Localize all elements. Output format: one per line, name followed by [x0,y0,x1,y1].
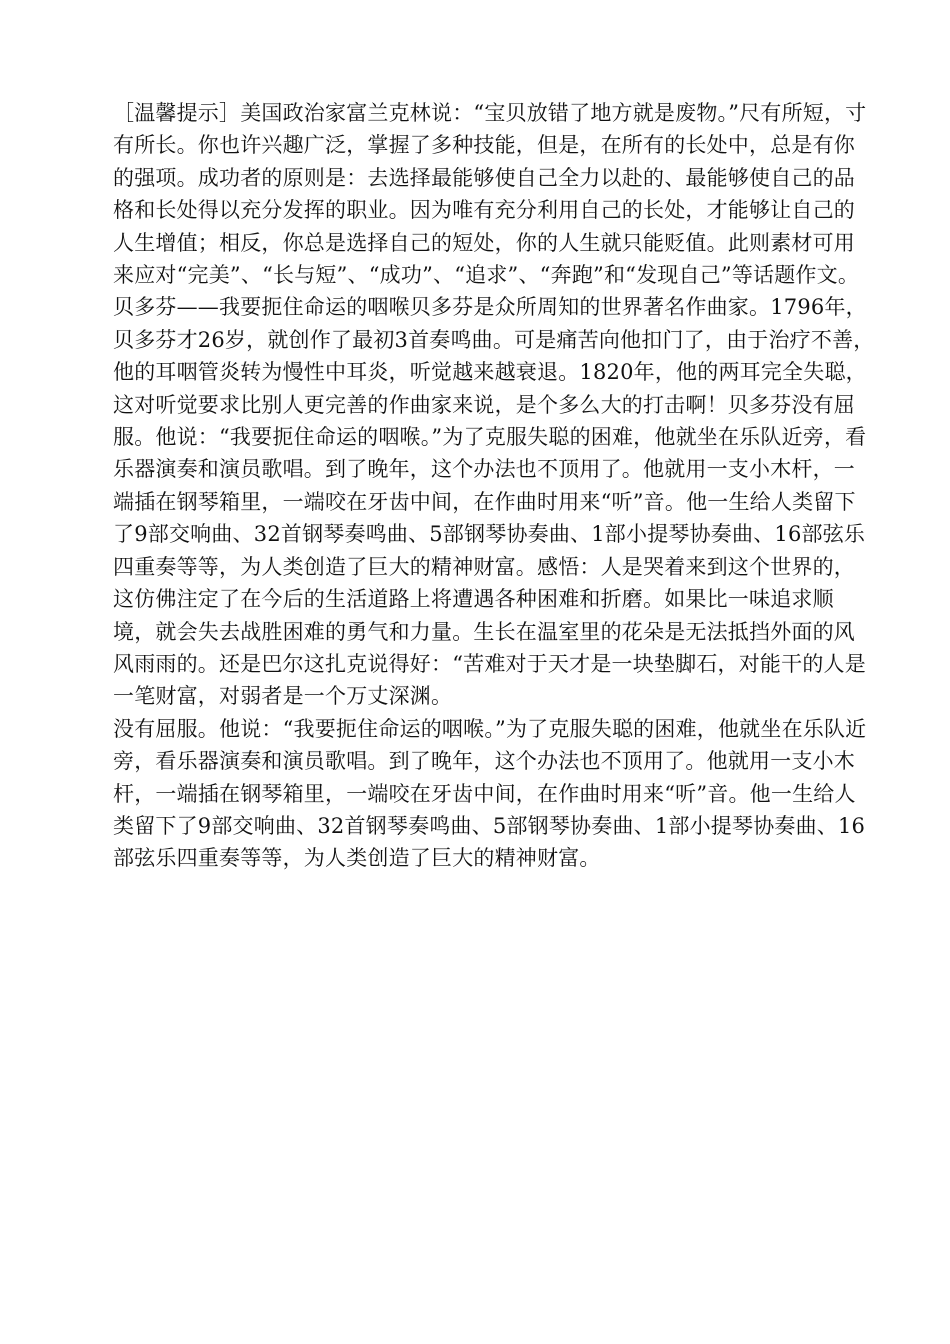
paragraph-excerpt: 没有屈服。他说：“我要扼住命运的咽喉。”为了克服失聪的困难，他就坐在乐队近旁，看乐器演奏和演员歌唱。到了晚年，这个办法也不顶用了。他就用一支小木杆，一端插在钢琴箱里，一端咬在牙齿中间，在作曲时用来“听”音。他一生给人类留下了9部交响曲、32首钢琴奏鸣曲、5部钢琴协奏曲、1部小提琴协奏曲、16部弦乐四重奏等等，为人类创造了巨大的精神财富。 [113,716,867,871]
paragraph-tip: ［温馨提示］美国政治家富兰克林说：“宝贝放错了地方就是废物。”尺有所短，寸有所长。你也许兴趣广泛，掌握了多种技能，但是，在所有的长处中，总是有你的强项。成功者的原则是：去选择最能够使自己全力以赴的、最能够使自己的品格和长处得以充分发挥的职业。因为唯有充分利用自己的长处，才能够让自己的人生增值；相反，你总是选择自己的短处，你的人生就只能贬值。此则素材可用来应对“完美”、“长与短”、“成功”、“追求”、“奔跑”和“发现自己”等话题作文。 [113,101,867,288]
document-body [113,97,875,875]
paragraph-beethoven: 贝多芬——我要扼住命运的咽喉贝多芬是众所周知的世界著名作曲家。1796年，贝多芬才26岁，就创作了最初3首奏鸣曲。可是痛苦向他扣门了，由于治疗不善，他的耳咽管炎转为慢性中耳炎，听觉越来越衰退。1820年，他的两耳完全失聪，这对听觉要求比别人更完善的作曲家来说，是个多么大的打击啊！贝多芬没有屈服。他说：“我要扼住命运的咽喉。”为了克服失聪的困难，他就坐在乐队近旁，看乐器演奏和演员歌唱。到了晚年，这个办法也不顶用了。他就用一支小木杆，一端插在钢琴箱里，一端咬在牙齿中间，在作曲时用来“听”音。他一生给人类留下了9部交响曲、32首钢琴奏鸣曲、5部钢琴协奏曲、1部小提琴协奏曲、16部弦乐四重奏等等，为人类创造了巨大的精神财富。感悟：人是哭着来到这个世界的，这仿佛注定了在今后的生活道路上将遭遇各种困难和折磨。如果比一味追求顺境，就会失去战胜困难的勇气和力量。生长在温室里的花朵是无法抵挡外面的风风雨雨的。还是巴尔这扎克说得好：“苦难对于天才是一块垫脚石，对能干的人是一笔财富，对弱者是一个万丈深渊。 [113,295,875,709]
